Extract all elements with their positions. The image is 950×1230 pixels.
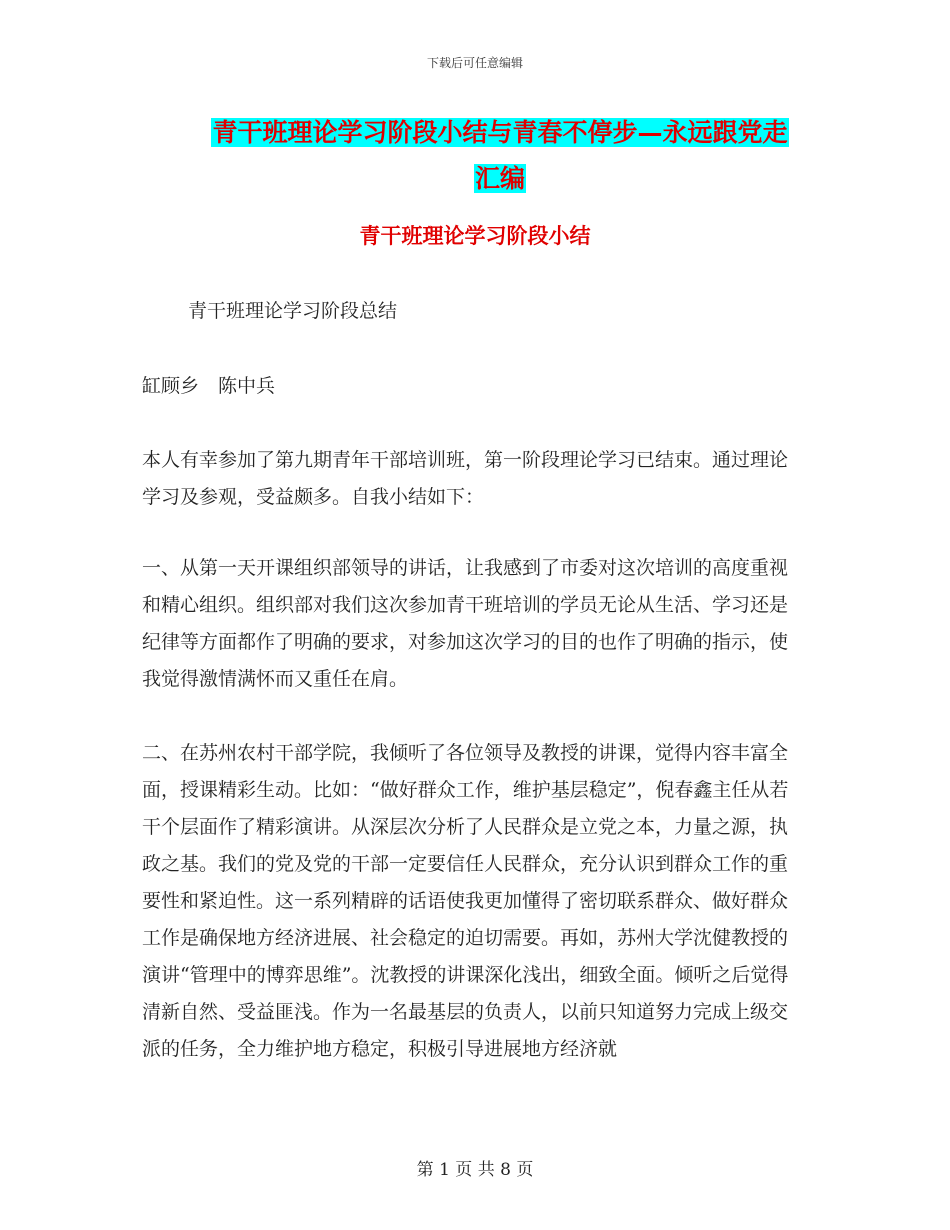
document-title [150,110,850,202]
page-footer: 第 1 页 共 8 页 [416,1160,534,1180]
section-title: 青干班理论学习阶段小结 [359,223,591,248]
document-title-line2: 汇编 [474,164,525,193]
paragraph-one: 一、从第一天开课组织部领导的讲话，让我感到了市委对这次培训的高度重视和精心组织。组织部对我们这次参加青干班培训的学员无论从生活、学习还是纪律等方面都作了明确的要求，对参加这次学习的目的也作了明确的指示，使我觉得激情满怀而又重任在肩。 [142,557,789,690]
paragraph-intro: 本人有幸参加了第九期青年干部培训班，第一阶段理论学习已结束。通过理论学习及参观，受益颇多。自我小结如下： [142,449,789,508]
document-title-line1: 青干班理论学习阶段小结与青春不停步—永远跟党走 [212,118,788,147]
subtitle: 青干班理论学习阶段总结 [188,300,398,322]
paragraph-two: 二、在苏州农村干部学院，我倾听了各位领导及教授的讲课，觉得内容丰富全面，授课精彩生动。比如：“做好群众工作，维护基层稳定”，倪春鑫主任从若干个层面作了精彩演讲。从深层次分析了人民群众是立党之本，力量之源，执政之基。我们的党及党的干部一定要信任人民群众，充分认识到群众工作的重要性和紧迫性。这一系列精辟的话语使我更加懂得了密切联系群众、做好群众工作是确保地方经济进展、社会稳定的迫切需要。再如，苏州大学沈健教授的演讲“管理中的博弈思维”。沈教授的讲课深化浅出，细致全面。倾听之后觉得清新自然、受益匪浅。作为一名最基层的负责人，以前只知道努力完成上级交派的任务，全力维护地方稳定，积极引导进展地方经济就 [142,742,789,1060]
author-line: 缸顾乡 陈中兵 [142,375,276,397]
page-header-note: 下载后可任意编辑 [426,56,523,70]
